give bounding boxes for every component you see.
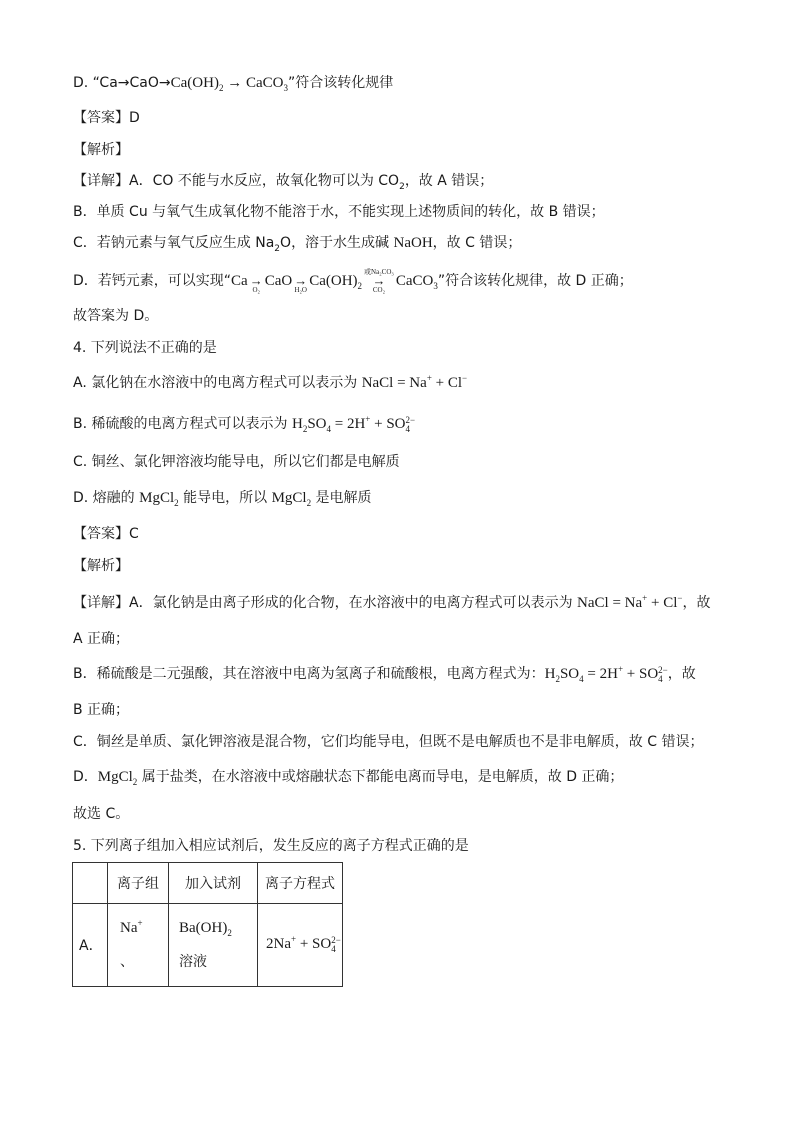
option-text: B. 稀硫酸的电离方程式可以表示为 — [73, 416, 292, 432]
chem-formula: Ca(OH) — [309, 273, 358, 289]
q4-option-a — [73, 373, 467, 393]
q4-detail-b-cont: B 正确； — [73, 702, 130, 718]
subscript: 4 — [579, 674, 584, 684]
chem-formula: MgCl — [97, 769, 133, 785]
chem-formula: Ba(OH) — [179, 919, 228, 936]
table-header-row — [73, 863, 343, 904]
separator: 、 — [120, 953, 134, 970]
table-header-cell — [73, 863, 108, 904]
equation: = 2H — [583, 666, 618, 682]
detail-text: ，故 — [682, 595, 711, 611]
chem-formula: MgCl — [139, 490, 175, 506]
detail-text: A．CO 不能与水反应，故氧化物可以为 — [129, 173, 379, 189]
subscript: 4 — [331, 944, 336, 954]
equation: SO — [307, 416, 327, 432]
subscript: 2 — [302, 424, 308, 434]
arrow-condition: H₂O — [294, 286, 307, 294]
equation: = 2H — [331, 416, 366, 432]
q3-detail-c — [73, 233, 521, 253]
chem-formula: Na — [120, 919, 138, 936]
equation: SO — [559, 666, 580, 682]
subscript: 2 — [357, 281, 363, 291]
answer-label: 【答案】 — [73, 110, 129, 126]
arrow-condition: CO₂ — [372, 286, 386, 294]
subscript: 2 — [218, 83, 224, 93]
chem-formula: CaCO — [245, 75, 284, 91]
option-text: 能导电，所以 — [178, 490, 272, 506]
subscript: 4 — [326, 424, 331, 434]
superscript: + — [291, 934, 297, 945]
subscript: 2 — [306, 498, 312, 508]
table-header-cell: 离子组 — [108, 863, 169, 904]
equation: NaCl = Na — [361, 375, 427, 391]
equation: + Cl — [647, 595, 678, 611]
detail-text: C．若钠元素与氧气反应生成 — [73, 235, 256, 251]
chem-formula: CO — [378, 173, 400, 189]
q3-analysis-label: 【解析】 — [73, 142, 129, 158]
chem-formula: NaOH — [393, 235, 433, 251]
q4-answer — [73, 524, 139, 544]
option-text: 是电解质 — [311, 490, 372, 506]
equation: NaCl = Na — [577, 595, 643, 611]
detail-text: A．氯化钠是由离子形成的化合物，在水溶液中的电离方程式可以表示为 — [129, 595, 578, 611]
q3-detail-b: B．单质 Cu 与氧气生成氧化物不能溶于水，不能实现上述物质间的转化，故 B 错误； — [73, 204, 605, 220]
row-label: A． — [73, 904, 108, 987]
subscript: 2 — [399, 181, 405, 192]
detail-text: 属于盐类，在水溶液中或熔融状态下都能电离而导电，是电解质，故 D 正确； — [137, 769, 624, 785]
subscript: 2 — [227, 927, 232, 938]
q4-detail-c: C．铜丝是单质、氯化钾溶液是混合物，它们均能导电，但既不是电解质也不是非电解质，故 C 错误； — [73, 734, 704, 750]
detail-label: 【详解】 — [73, 173, 129, 189]
detail-text: ，故 C 错误； — [432, 235, 522, 251]
detail-text: ，故 A 错误； — [404, 173, 494, 189]
q3-answer — [73, 108, 140, 128]
table-row — [73, 904, 343, 987]
chem-formula: MgCl — [271, 490, 307, 506]
q4-stem: 4. 下列说法不正确的是 — [73, 340, 217, 356]
detail-text: B．稀硫酸是二元强酸，其在溶液中电离为氢离子和硫酸根，电离方程式为： — [73, 666, 545, 682]
table-header-cell: 离子方程式 — [258, 863, 343, 904]
detail-text: D．若钙元素，可以实现“ — [73, 273, 232, 289]
superscript: − — [677, 593, 683, 603]
superscript: 2− — [331, 935, 341, 945]
subscript: 3 — [433, 281, 438, 291]
chem-formula: Ca — [231, 273, 248, 289]
answer-value: C — [129, 526, 139, 542]
reagent-text: 溶液 — [179, 953, 207, 970]
superscript: 2− — [405, 414, 416, 425]
superscript: + — [426, 373, 432, 383]
reaction-arrow: 或Na₂CO₃ → CO₂ — [364, 268, 394, 294]
detail-label: 【详解】 — [73, 595, 129, 611]
equation: + SO — [296, 936, 332, 953]
reagent-cell — [169, 904, 258, 987]
superscript: + — [365, 414, 371, 424]
chem-formula: CaCO — [395, 273, 434, 289]
q4-detail-a — [73, 593, 710, 613]
subscript: 2 — [555, 674, 560, 684]
equation: + SO — [370, 416, 406, 432]
chem-formula: O — [280, 235, 292, 251]
arrow-condition: 或Na₂CO₃ — [364, 268, 394, 276]
detail-text: ”符合该转化规律，故 D 正确； — [437, 273, 633, 289]
q3-option-d — [73, 73, 393, 93]
option-text: D. 熔融的 — [73, 490, 140, 506]
reaction-arrow: → O₂ — [249, 273, 263, 294]
detail-text: D． — [73, 769, 98, 785]
ion-group-cell — [108, 904, 169, 987]
superscript: 2− — [658, 664, 668, 675]
table-header-cell: 加入试剂 — [169, 863, 258, 904]
reaction-arrow: → H₂O — [294, 273, 308, 294]
chem-formula: Na — [255, 235, 275, 251]
subscript: 4 — [405, 423, 411, 434]
answer-value: D — [129, 110, 140, 126]
subscript: 2 — [132, 777, 138, 787]
q3-detail-d — [73, 268, 633, 294]
q3-option-d-prefix: D. “Ca→CaO→ — [73, 75, 171, 91]
chem-formula: CaO — [264, 273, 293, 289]
superscript: − — [462, 373, 468, 383]
subscript: 4 — [658, 673, 663, 684]
q4-option-c: C. 铜丝、氯化钾溶液均能导电，所以它们都是电解质 — [73, 454, 400, 470]
subscript: 3 — [283, 83, 288, 93]
arrow: → — [227, 75, 243, 91]
q4-detail-b — [73, 664, 696, 684]
detail-text: ，溶于水生成碱 — [291, 235, 394, 251]
q4-analysis-label: 【解析】 — [73, 558, 129, 574]
detail-text: ，故 — [667, 666, 696, 682]
superscript: + — [137, 917, 143, 928]
answer-label: 【答案】 — [73, 526, 129, 542]
q4-option-b — [73, 414, 415, 434]
q3-detail-a — [73, 171, 493, 191]
q3-conclusion: 故答案为 D。 — [73, 308, 159, 324]
q4-conclusion: 故选 C。 — [73, 806, 130, 822]
equation: H — [544, 666, 556, 682]
q4-option-d — [73, 488, 372, 508]
superscript: + — [642, 593, 648, 603]
option-text: A. 氯化钠在水溶液中的电离方程式可以表示为 — [73, 375, 362, 391]
subscript: 2 — [174, 498, 179, 508]
equation-cell — [258, 904, 343, 987]
chem-formula: Ca(OH) — [170, 75, 219, 91]
equation: + Cl — [431, 375, 463, 391]
subscript: 2 — [274, 243, 281, 254]
equation: 2Na — [266, 936, 291, 953]
equation: H — [291, 416, 303, 432]
q3-option-d-suffix: ”符合该转化规律 — [287, 75, 394, 91]
arrow-condition: O₂ — [252, 286, 260, 294]
q4-detail-d — [73, 767, 623, 787]
q5-stem: 5. 下列离子组加入相应试剂后，发生反应的离子方程式正确的是 — [73, 838, 469, 854]
q4-detail-a-cont: A 正确； — [73, 631, 130, 647]
q5-table — [72, 862, 343, 987]
equation: + SO — [623, 666, 659, 682]
superscript: + — [617, 664, 624, 674]
